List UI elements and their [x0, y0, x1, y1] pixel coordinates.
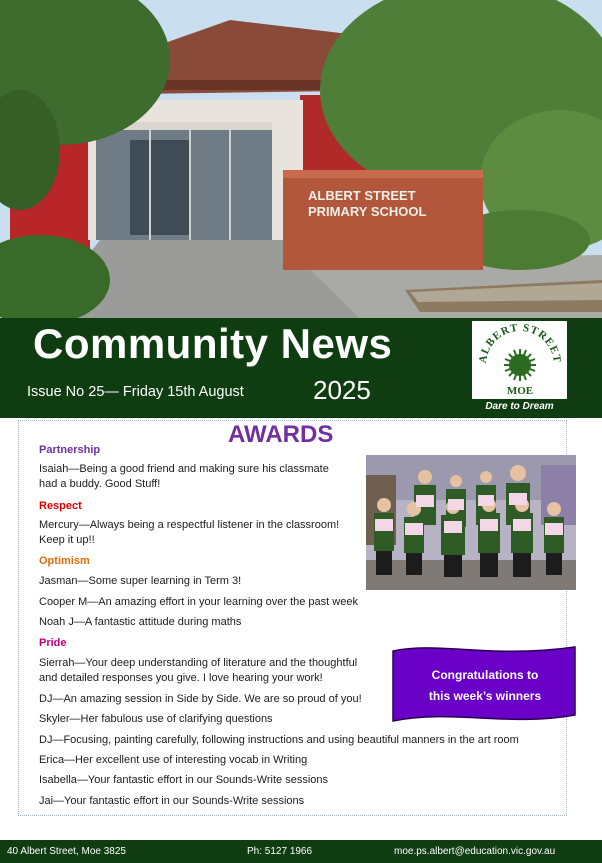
- award-entry: Mercury—Always being a respectful listener in the classroom!: [39, 519, 340, 531]
- award-entry: Keep it up!!: [39, 534, 95, 546]
- category-pride: Pride: [39, 637, 67, 649]
- awards-heading: AWARDS: [228, 421, 334, 448]
- award-entry: Jai—Your fantastic effort in our Sounds-Write sessions: [39, 795, 305, 807]
- footer-email: moe.ps.albert@education.vic.gov.au: [394, 846, 556, 857]
- award-entry: Skyler—Her fabulous use of clarifying questions: [39, 713, 273, 725]
- award-entry: Noah J—A fantastic attitude during maths: [39, 616, 242, 628]
- award-entry: Jasman—Some super learning in Term 3!: [39, 575, 242, 587]
- award-entry: Cooper M—An amazing effort in your learning over the past week: [39, 596, 358, 608]
- award-entry: and detailed responses you give. I love hearing your work!: [39, 672, 323, 684]
- category-respect: Respect: [39, 500, 82, 512]
- footer: [0, 840, 602, 863]
- school-logo: [472, 321, 567, 414]
- award-entry: had a buddy. Good Stuff!: [39, 478, 161, 490]
- sign-line-2: PRIMARY SCHOOL: [308, 204, 427, 219]
- award-entry: Erica—Her excellent use of interesting vocab in Writing: [39, 754, 308, 766]
- footer-address: 40 Albert Street, Moe 3825: [7, 846, 126, 857]
- award-entry: DJ—Focusing, painting carefully, following instructions and using beautiful manners in the art room: [39, 734, 519, 746]
- issue-year: 2025: [313, 375, 371, 405]
- congratulations-banner: [389, 643, 579, 726]
- award-entry: Isaiah—Being a good friend and making sure his classmate: [39, 463, 329, 475]
- category-partnership: Partnership: [39, 444, 101, 456]
- banner-line-1: Congratulations to: [431, 668, 539, 682]
- banner-line-2: this week’s winners: [428, 689, 542, 703]
- logo-top-text: ALBERT STREET: [476, 321, 564, 365]
- newsletter-title: Community News: [33, 320, 393, 367]
- logo-bottom-text: MOE: [506, 385, 534, 397]
- award-entry: Sierrah—Your deep understanding of literature and the thoughtful: [39, 657, 358, 669]
- footer-phone: Ph: 5127 1966: [247, 846, 313, 857]
- award-entry: Isabella—Your fantastic effort in our Sounds-Write sessions: [39, 774, 329, 786]
- sign-line-1: ALBERT STREET: [308, 188, 416, 203]
- award-entry: DJ—An amazing session in Side by Side. We are so proud of you!: [39, 693, 362, 705]
- award-winners-photo: [366, 455, 576, 590]
- logo-motto: Dare to Dream: [472, 399, 567, 414]
- issue-number: Issue No 25— Friday 15th August: [27, 384, 244, 400]
- sun-icon: [504, 349, 536, 381]
- category-optimism: Optimism: [39, 555, 90, 567]
- school-entrance-photo: [0, 0, 602, 318]
